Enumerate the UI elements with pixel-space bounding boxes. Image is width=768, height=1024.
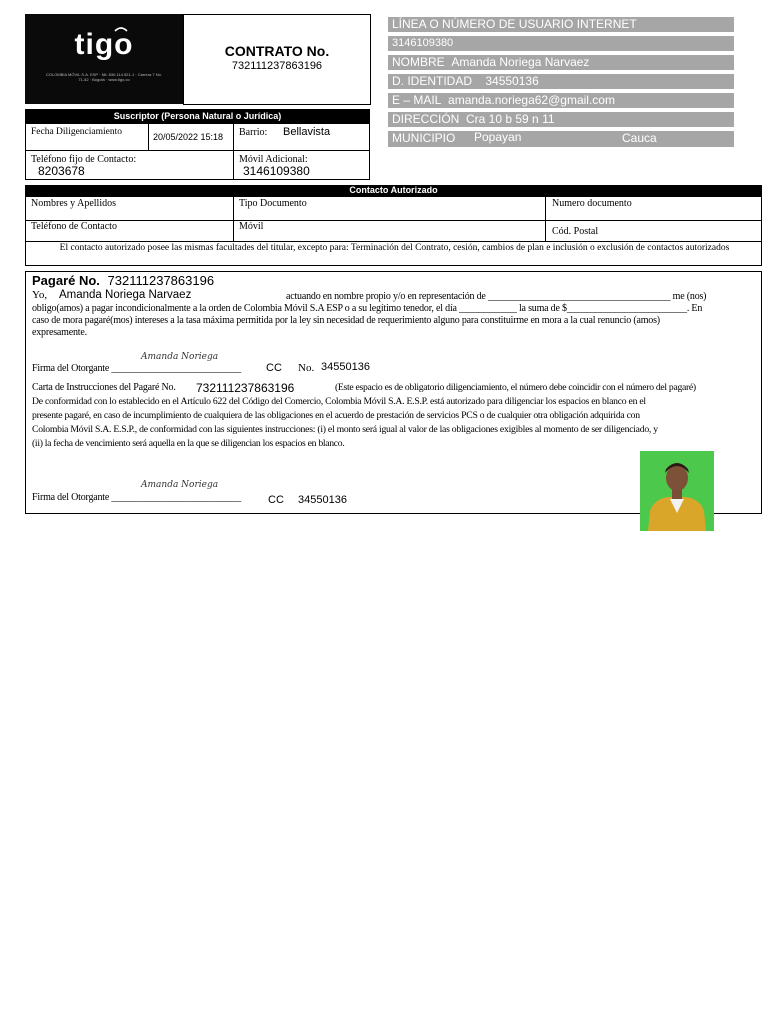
name-value: Amanda Noriega Narvaez xyxy=(451,55,590,69)
doc-number-cell xyxy=(545,196,762,221)
email-band xyxy=(388,93,734,108)
contact-names-label: Nombres y Apellidos xyxy=(31,198,116,209)
line-title-band xyxy=(388,17,734,32)
instructions-text-2: De conformidad con lo establecido en el Artículo 622 del Código del Comercio, Colombia Móvil S.A. E.S.P. está autorizado para diligenciar los espacios en blanco en el xyxy=(32,396,646,407)
contact-note-cell xyxy=(25,241,762,266)
postal-cell xyxy=(545,220,762,242)
signature-1-label: Firma del Otorgante ___________________________ xyxy=(32,363,242,374)
contact-phone-cell xyxy=(25,220,234,242)
phone-label: Teléfono fijo de Contacto: xyxy=(31,154,137,165)
instructions-text-3: presente pagaré, en caso de incumplimiento de cualquiera de las obligaciones en el acuerdo de prestación de servicios PCS o de cualquier otra obligación adquirida con xyxy=(32,410,640,421)
subscriber-bar: Suscriptor (Persona Natural o Jurídica) xyxy=(25,109,370,123)
pagare-text-4: expresamente. xyxy=(32,327,87,338)
doc-number-label: Numero documento xyxy=(552,198,632,209)
pagare-text-3: caso de mora pagaré(mos) intereses a la tasa máxima permitida por la ley sin necesidad de requerimiento alguno para constituirme en mora a la cual renuncio (amos) xyxy=(32,315,660,326)
date-label-cell xyxy=(25,123,149,151)
instructions-label: Carta de Instrucciones del Pagaré No. xyxy=(32,382,176,393)
email-label: E – MAIL xyxy=(392,93,442,107)
department-value: Cauca xyxy=(622,131,657,145)
tigo-logo-panel xyxy=(25,14,183,104)
mobile-label: Móvil Adicional: xyxy=(239,154,308,165)
line-title: LÍNEA O NÚMERO DE USUARIO INTERNET xyxy=(392,17,637,31)
pagare-text-2: obligo(amos) a pagar incondicionalmente a la orden de Colombia Móvil S.A ESP o a su legítimo tenedor, el día ____________ la suma de $_________________________. En xyxy=(32,303,703,314)
signature-2-label: Firma del Otorgante ___________________________ xyxy=(32,492,242,503)
no-label: No. xyxy=(298,362,315,374)
date-value: 20/05/2022 15:18 xyxy=(153,132,224,142)
city-band xyxy=(388,131,734,147)
address-label: DIRECCIÓN xyxy=(392,112,460,126)
cc-2-value: 34550136 xyxy=(298,494,347,506)
person-photo-icon xyxy=(640,451,714,531)
cc-1-label: CC xyxy=(266,362,282,374)
date-label: Fecha Diligenciamiento xyxy=(31,127,123,137)
contact-mobile-label: Móvil xyxy=(239,221,264,232)
barrio-value: Bellavista xyxy=(283,126,331,138)
instructions-text-5: (ii) la fecha de vencimiento será aquella en la que se diligencian los espacios en blanco. xyxy=(32,438,345,449)
cc-1-value: 34550136 xyxy=(321,361,370,373)
id-band xyxy=(388,74,734,89)
phone-cell xyxy=(25,150,234,180)
contact-names-cell xyxy=(25,196,234,221)
authorized-contact-bar: Contacto Autorizado xyxy=(25,185,762,196)
company-small-print: COLOMBIA MÓVIL S.A. ESP · Nit. 830.114.921-1 · Carrera 7 No. 71-52 · Bogotá · www.tigo.co xyxy=(46,72,162,82)
signature-2: Amanda Noriega xyxy=(141,480,219,490)
address-band xyxy=(388,112,734,127)
address-value: Cra 10 b 59 n 11 xyxy=(466,112,555,126)
city-value: Popayan xyxy=(474,131,522,144)
date-value-cell xyxy=(148,123,234,151)
city-label: MUNICIPIO xyxy=(392,131,456,145)
pagare-title: Pagaré No. xyxy=(32,273,100,288)
email-value: amanda.noriega62@gmail.com xyxy=(448,93,615,107)
mobile-value: 3146109380 xyxy=(243,164,310,178)
line-value: 3146109380 xyxy=(392,37,454,49)
tigo-logo: tigo xyxy=(74,28,134,61)
contact-mobile-cell xyxy=(233,220,546,242)
id-label: D. IDENTIDAD xyxy=(392,74,473,88)
pagare-text-1: actuando en nombre propio y/o en representación de ______________________________________ me (nos) xyxy=(286,291,707,302)
logo-accent-icon xyxy=(114,26,128,32)
contact-note: El contacto autorizado posee las mismas facultades del titular, excepto para: Terminación del Contrato, cesión, cambios de plan e inclusión o exclusión de contactos autorizados xyxy=(59,243,730,253)
name-label: NOMBRE xyxy=(392,55,445,69)
yo-label: Yo, xyxy=(32,289,48,301)
id-value: 34550136 xyxy=(485,74,539,88)
line-value-band xyxy=(388,36,734,51)
instructions-text-4: Colombia Móvil S.A. E.S.P., de conformidad con las siguientes instrucciones: (i) el monto será igual al valor de las obligaciones exigibles al momento de ser diligenciado, y xyxy=(32,424,658,435)
contract-number: 732111237863196 xyxy=(231,60,323,72)
postal-label: Cód. Postal xyxy=(552,226,599,237)
signature-1: Amanda Noriega xyxy=(141,352,219,362)
doc-type-label: Tipo Documento xyxy=(239,198,307,209)
name-band xyxy=(388,55,734,70)
cc-2-label: CC xyxy=(268,494,284,506)
holder-photo xyxy=(640,451,714,531)
instructions-number: 732111237863196 xyxy=(196,381,295,395)
contract-title: CONTRATO No. xyxy=(224,43,330,59)
mobile-cell xyxy=(233,150,370,180)
pagare-number: 732111237863196 xyxy=(107,273,215,288)
phone-value: 8203678 xyxy=(38,164,85,178)
contract-number-box xyxy=(183,14,371,105)
barrio-cell xyxy=(233,123,370,151)
pagare-title-line xyxy=(32,273,214,288)
doc-type-cell xyxy=(233,196,546,221)
barrio-label: Barrio: xyxy=(239,127,268,138)
instructions-note: (Este espacio es de obligatorio diligenciamiento, el número debe coincidir con el número del pagaré) xyxy=(335,382,696,393)
debtor-name: Amanda Noriega Narvaez xyxy=(59,289,192,301)
contact-phone-label: Teléfono de Contacto xyxy=(31,221,117,232)
